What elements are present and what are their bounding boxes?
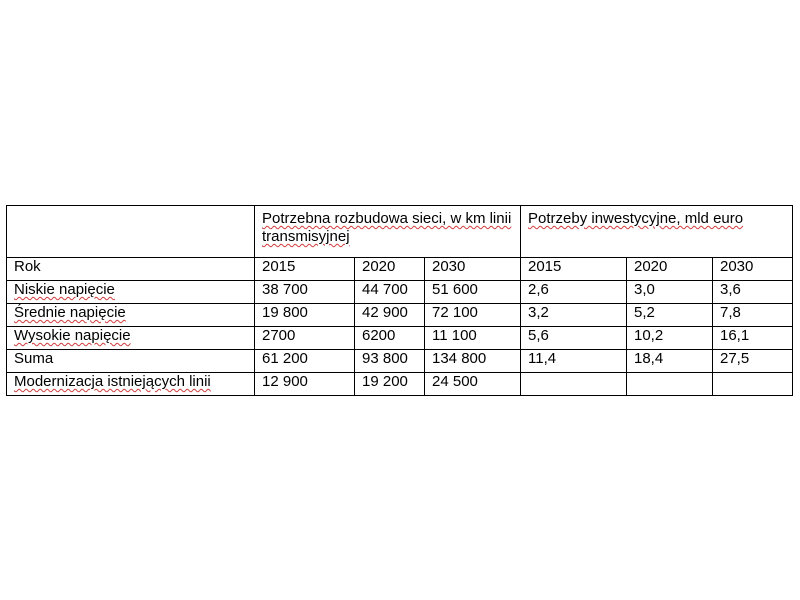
table-row [7,327,793,350]
grid-value-cell: 11 100 [425,327,521,350]
header-investment-needs: Potrzeby inwestycyjne, mld euro [521,206,793,258]
invest-value-cell [713,373,793,396]
header-grid-expansion: Potrzebna rozbudowa sieci, w km linii transmisyjnej [255,206,521,258]
invest-value-cell: 18,4 [627,350,713,373]
grid-value-cell: 61 200 [255,350,355,373]
grid-value-cell: 24 500 [425,373,521,396]
year-cell: 2020 [355,258,425,281]
header-empty-cell [7,206,255,258]
data-table [6,205,793,396]
year-row-label: Rok [7,258,255,281]
grid-value-cell: 2700 [255,327,355,350]
invest-value-cell: 27,5 [713,350,793,373]
invest-value-cell: 5,2 [627,304,713,327]
invest-value-cell: 16,1 [713,327,793,350]
grid-value-cell: 134 800 [425,350,521,373]
invest-value-cell: 3,0 [627,281,713,304]
grid-value-cell: 44 700 [355,281,425,304]
row-label: Średnie napięcie [7,304,255,327]
grid-value-cell: 12 900 [255,373,355,396]
invest-value-cell: 11,4 [521,350,627,373]
row-label: Niskie napięcie [7,281,255,304]
invest-value-cell [627,373,713,396]
row-label: Wysokie napięcie [7,327,255,350]
invest-value-cell: 10,2 [627,327,713,350]
grid-value-cell: 19 200 [355,373,425,396]
year-cell: 2030 [713,258,793,281]
table-header-row [7,206,793,258]
row-label: Suma [7,350,255,373]
year-cell: 2020 [627,258,713,281]
invest-value-cell: 2,6 [521,281,627,304]
invest-value-cell: 3,2 [521,304,627,327]
invest-value-cell: 7,8 [713,304,793,327]
year-row [7,258,793,281]
invest-value-cell: 3,6 [713,281,793,304]
table-row [7,304,793,327]
year-cell: 2015 [521,258,627,281]
invest-value-cell: 5,6 [521,327,627,350]
table-row [7,373,793,396]
grid-value-cell: 72 100 [425,304,521,327]
year-cell: 2030 [425,258,521,281]
grid-value-cell: 51 600 [425,281,521,304]
grid-value-cell: 19 800 [255,304,355,327]
grid-value-cell: 6200 [355,327,425,350]
grid-value-cell: 93 800 [355,350,425,373]
year-cell: 2015 [255,258,355,281]
table-row [7,350,793,373]
grid-value-cell: 38 700 [255,281,355,304]
table-row [7,281,793,304]
invest-value-cell [521,373,627,396]
row-label: Modernizacja istniejących linii [7,373,255,396]
grid-value-cell: 42 900 [355,304,425,327]
